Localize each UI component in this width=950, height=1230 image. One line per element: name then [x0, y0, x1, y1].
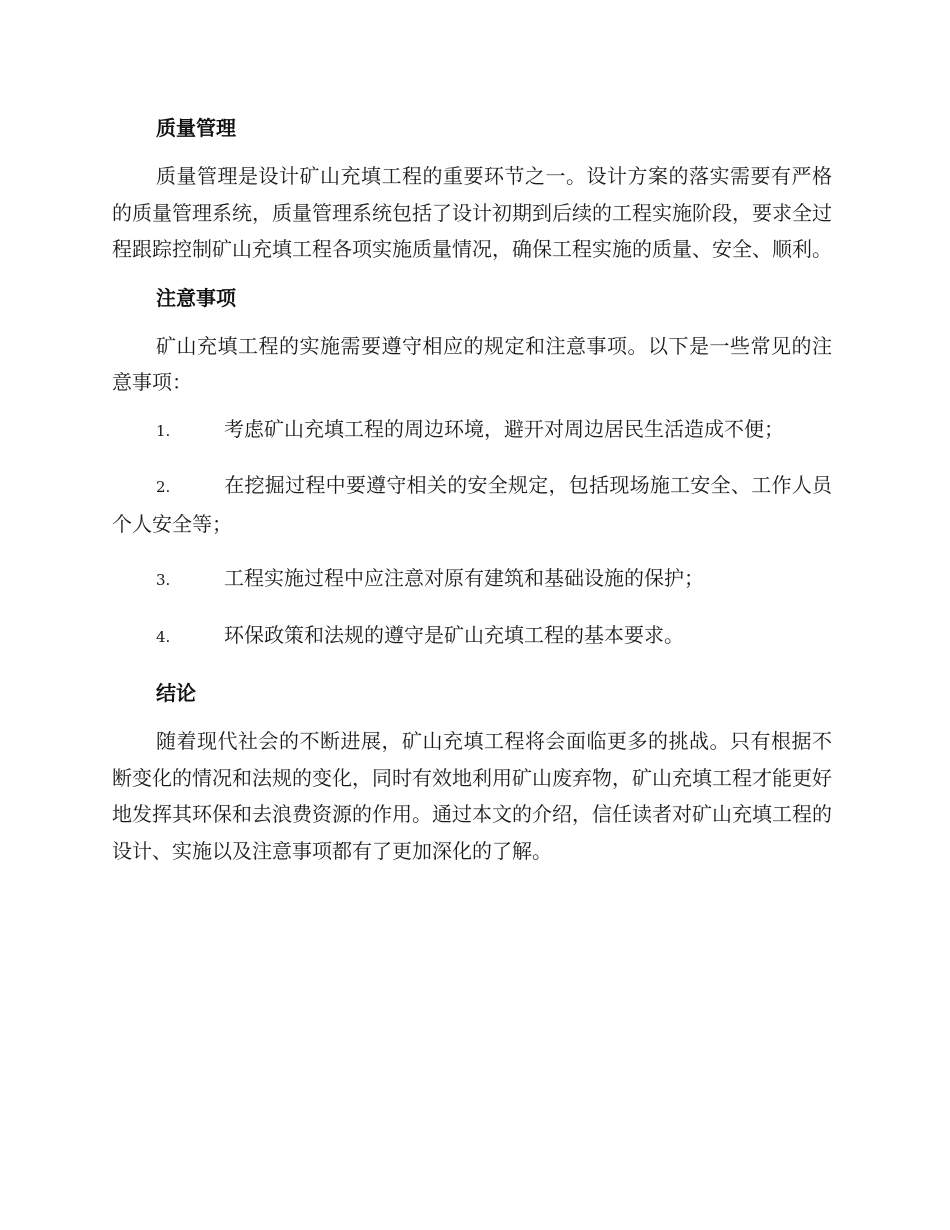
list-item-text: 工程实施过程中应注意对原有建筑和基础设施的保护； [224, 566, 704, 590]
list-item [112, 617, 832, 656]
section-heading-quality: 质量管理 [156, 116, 236, 140]
paragraph-conclusion: 随着现代社会的不断进展，矿山充填工程将会面临更多的挑战。只有根据不断变化的情况和法规的变化，同时有效地利用矿山废弃物，矿山充填工程才能更好地发挥其环保和去浪费资源的作用。通过本文的介绍，信任读者对矿山充填工程的设计、实施以及注意事项都有了更加深化的了解。 [112, 729, 832, 863]
list-item-text: 在挖掘过程中要遵守相关的安全规定，包括现场施工安全、工作人员个人安全等； [112, 473, 832, 536]
list-item [112, 560, 832, 599]
list-item-number: 4. [156, 627, 171, 646]
list-item-number: 1. [156, 421, 171, 440]
list-item-text: 考虑矿山充填工程的周边环境，避开对周边居民生活造成不便； [224, 416, 784, 441]
list-item-number: 3. [156, 571, 171, 589]
list-item-text: 环保政策和法规的遵守是矿山充填工程的基本要求。 [224, 622, 684, 647]
list-item [112, 411, 832, 450]
paragraph-quality: 质量管理是设计矿山充填工程的重要环节之一。设计方案的落实需要有严格的质量管理系统，质量管理系统包括了设计初期到后续的工程实施阶段，要求全过程跟踪控制矿山充填工程各项实施质量情况，确保工程实施的质量、安全、顺利。 [112, 164, 832, 261]
section-heading-conclusion: 结论 [156, 681, 196, 705]
section-heading-notes: 注意事项 [156, 285, 236, 310]
notes-list [112, 411, 832, 656]
list-item [112, 467, 832, 542]
document-body [112, 108, 832, 879]
paragraph-notes-intro: 矿山充填工程的实施需要遵守相应的规定和注意事项。以下是一些常见的注意事项： [112, 333, 832, 394]
list-item-number: 2. [156, 478, 171, 496]
